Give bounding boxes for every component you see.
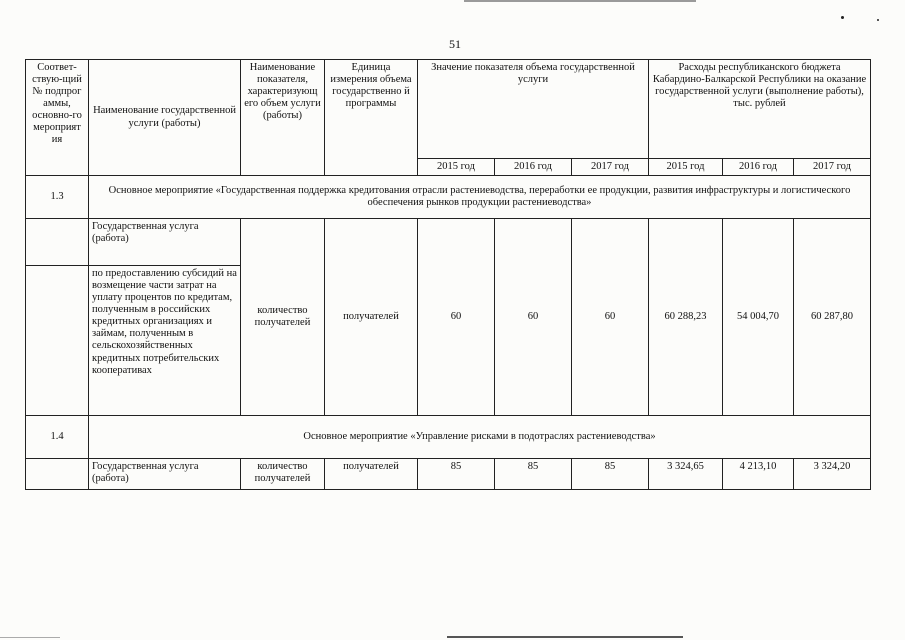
value-2015: 60 bbox=[418, 219, 495, 416]
value-2017: 85 bbox=[572, 459, 649, 490]
header-indicator: Наименование показателя, характеризующ его объем услуги (работы) bbox=[241, 60, 325, 176]
header-unit: Единица измерения объема государственно й программы bbox=[325, 60, 418, 176]
scan-artifact-dot bbox=[877, 19, 879, 21]
header-year-expense-2016: 2016 год bbox=[723, 159, 794, 176]
value-2016: 60 bbox=[495, 219, 572, 416]
empty-cell bbox=[26, 459, 89, 490]
expense-2015: 3 324,65 bbox=[649, 459, 723, 490]
header-year-expense-2017: 2017 год bbox=[794, 159, 871, 176]
header-year-value-2015: 2015 год bbox=[418, 159, 495, 176]
value-2017: 60 bbox=[572, 219, 649, 416]
section-number: 1.3 bbox=[26, 176, 89, 219]
header-service-name: Наименование государственной услуги (работы) bbox=[89, 60, 241, 176]
service-row bbox=[26, 459, 871, 490]
header-subprogram: Соответ-ствую-щий № подпрог аммы, основно-го мероприят ия bbox=[26, 60, 89, 176]
expense-2017: 3 324,20 bbox=[794, 459, 871, 490]
expense-2017: 60 287,80 bbox=[794, 219, 871, 416]
unit-cell: получателей bbox=[325, 459, 418, 490]
expense-2016: 4 213,10 bbox=[723, 459, 794, 490]
value-2016: 85 bbox=[495, 459, 572, 490]
unit-cell: получателей bbox=[325, 219, 418, 416]
section-title: Основное мероприятие «Государственная поддержка кредитования отрасли растениеводства, переработки ее продукции, развития инфраструктуры и логистического обеспечения рынков продукции растениеводства» bbox=[89, 176, 871, 219]
indicator-cell: количество получателей bbox=[241, 459, 325, 490]
service-label: Государственная услуга (работа) bbox=[89, 219, 241, 266]
header-row-1 bbox=[26, 60, 871, 159]
scan-artifact-line bbox=[0, 637, 60, 638]
service-row bbox=[26, 219, 871, 266]
scan-artifact-line bbox=[464, 0, 696, 2]
header-year-value-2016: 2016 год bbox=[495, 159, 572, 176]
header-year-expense-2015: 2015 год bbox=[649, 159, 723, 176]
section-number: 1.4 bbox=[26, 416, 89, 459]
scan-artifact-line bbox=[447, 636, 683, 638]
section-title: Основное мероприятие «Управление рисками в подотраслях растениеводства» bbox=[89, 416, 871, 459]
value-2015: 85 bbox=[418, 459, 495, 490]
empty-cell bbox=[26, 219, 89, 266]
scan-artifact-dot bbox=[841, 16, 844, 19]
section-row bbox=[26, 416, 871, 459]
expense-2015: 60 288,23 bbox=[649, 219, 723, 416]
expense-2016: 54 004,70 bbox=[723, 219, 794, 416]
header-expenses-group: Расходы республиканского бюджета Кабардино-Балкарской Республики на оказание государственной услуги (выполнение работы), тыс. рублей bbox=[649, 60, 871, 159]
indicator-cell: количество получателей bbox=[241, 219, 325, 416]
section-row bbox=[26, 176, 871, 219]
empty-cell bbox=[26, 266, 89, 416]
page-number: 51 bbox=[449, 37, 461, 51]
header-year-value-2017: 2017 год bbox=[572, 159, 649, 176]
service-label: Государственная услуга (работа) bbox=[89, 459, 241, 490]
services-table bbox=[25, 59, 871, 490]
header-values-group: Значение показателя объема государственной услуги bbox=[418, 60, 649, 159]
service-detail: по предоставлению субсидий на возмещение части затрат на уплату процентов по кредитам, полученным в российских кредитных организациях и займам, полученным в сельскохозяйственных кредитных потребительских кооперативах bbox=[89, 266, 241, 416]
